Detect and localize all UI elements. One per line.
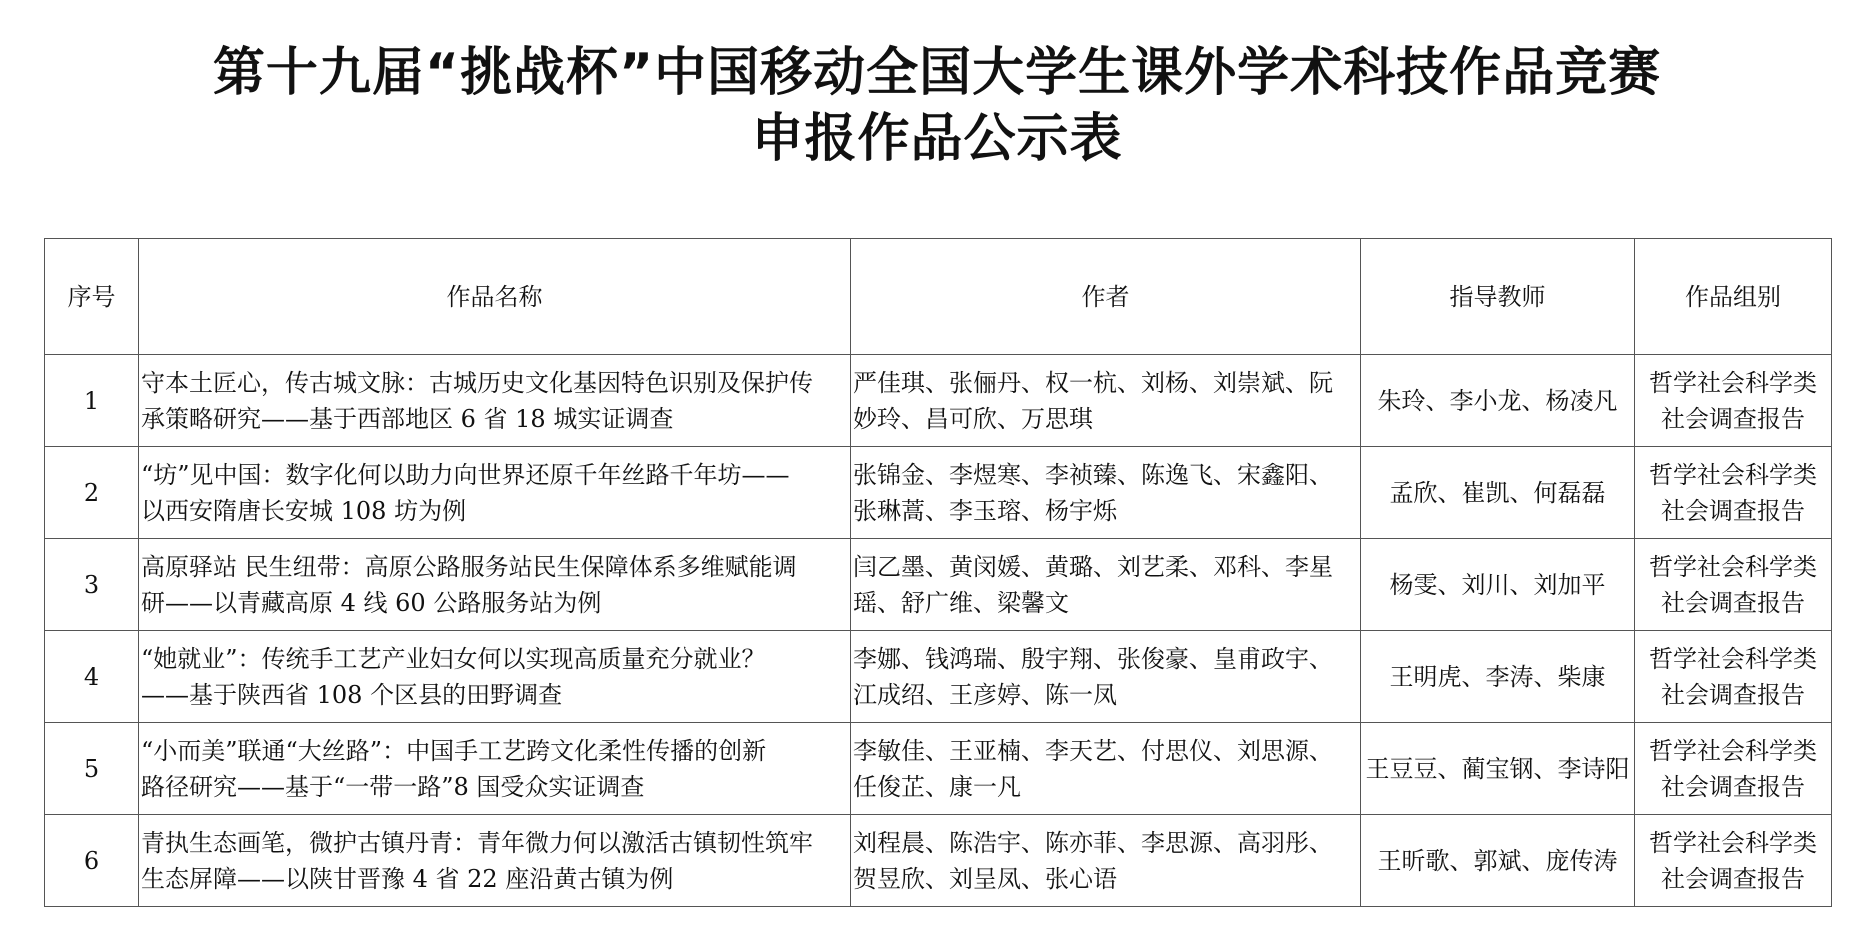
row-teachers: 王豆豆、蔺宝钢、李诗阳 <box>1361 723 1635 815</box>
row-group <box>1635 631 1832 723</box>
work-name-line: 生态屏障——以陕甘晋豫 4 省 22 座沿黄古镇为例 <box>141 864 674 893</box>
row-teachers: 孟欣、崔凯、何磊磊 <box>1361 447 1635 539</box>
group-line: 哲学社会科学类 <box>1649 552 1817 581</box>
group-line: 社会调查报告 <box>1661 680 1805 709</box>
row-group <box>1635 447 1832 539</box>
header-teachers: 指导教师 <box>1361 239 1635 355</box>
row-index: 3 <box>45 539 139 631</box>
work-name-line: 青执生态画笔，微护古镇丹青：青年微力何以激活古镇韧性筑牢 <box>141 828 813 857</box>
work-name-line: 研——以青藏高原 4 线 60 公路服务站为例 <box>141 588 602 617</box>
group-line: 社会调查报告 <box>1661 588 1805 617</box>
works-table <box>44 238 1832 907</box>
work-name-line: 高原驿站 民生纽带：高原公路服务站民生保障体系多维赋能调 <box>141 552 797 581</box>
row-work-name <box>139 539 851 631</box>
authors-line: 妙玲、昌可欣、万思琪 <box>853 404 1093 433</box>
row-index: 4 <box>45 631 139 723</box>
row-work-name <box>139 447 851 539</box>
table-row <box>45 355 1832 447</box>
work-name-line: 守本土匠心，传古城文脉：古城历史文化基因特色识别及保护传 <box>141 368 813 397</box>
authors-line: 张琳蒿、李玉瑢、杨宇烁 <box>853 496 1117 525</box>
row-group <box>1635 355 1832 447</box>
table-row <box>45 723 1832 815</box>
row-authors <box>851 355 1361 447</box>
authors-line: 李娜、钱鸿瑞、殷宇翔、张俊豪、皇甫政宇、 <box>853 644 1333 673</box>
work-name-line: 以西安隋唐长安城 108 坊为例 <box>141 496 467 525</box>
row-teachers: 杨雯、刘川、刘加平 <box>1361 539 1635 631</box>
header-index: 序号 <box>45 239 139 355</box>
group-line: 哲学社会科学类 <box>1649 460 1817 489</box>
row-work-name <box>139 815 851 907</box>
group-line: 哲学社会科学类 <box>1649 736 1817 765</box>
work-name-line: ——基于陕西省 108 个区县的田野调查 <box>141 680 563 709</box>
header-name: 作品名称 <box>139 239 851 355</box>
header-authors: 作者 <box>851 239 1361 355</box>
work-name-line: 路径研究——基于“一带一路”8 国受众实证调查 <box>141 772 645 801</box>
group-line: 社会调查报告 <box>1661 404 1805 433</box>
group-line: 社会调查报告 <box>1661 496 1805 525</box>
row-authors <box>851 447 1361 539</box>
row-index: 6 <box>45 815 139 907</box>
group-line: 哲学社会科学类 <box>1649 644 1817 673</box>
row-work-name <box>139 631 851 723</box>
table-row <box>45 815 1832 907</box>
document-title <box>0 40 1874 172</box>
row-work-name <box>139 723 851 815</box>
row-index: 1 <box>45 355 139 447</box>
row-work-name <box>139 355 851 447</box>
work-name-line: “小而美”联通“大丝路”：中国手工艺跨文化柔性传播的创新 <box>141 736 767 765</box>
table-row <box>45 447 1832 539</box>
authors-line: 任俊芷、康一凡 <box>853 772 1021 801</box>
authors-line: 严佳琪、张俪丹、权一杭、刘杨、刘崇斌、阮 <box>853 368 1333 397</box>
title-line-1: 第十九届“挑战杯”中国移动全国大学生课外学术科技作品竞赛 <box>212 43 1662 103</box>
row-authors <box>851 539 1361 631</box>
row-group <box>1635 723 1832 815</box>
group-line: 哲学社会科学类 <box>1649 828 1817 857</box>
row-index: 5 <box>45 723 139 815</box>
row-teachers: 王明虎、李涛、柴康 <box>1361 631 1635 723</box>
authors-line: 江成绍、王彦婷、陈一凤 <box>853 680 1117 709</box>
table-row <box>45 631 1832 723</box>
row-authors <box>851 815 1361 907</box>
group-line: 哲学社会科学类 <box>1649 368 1817 397</box>
row-authors <box>851 631 1361 723</box>
authors-line: 闫乙墨、黄闵媛、黄璐、刘艺柔、邓科、李星 <box>853 552 1333 581</box>
work-name-line: “她就业”：传统手工艺产业妇女何以实现高质量充分就业？ <box>141 644 766 673</box>
row-group <box>1635 539 1832 631</box>
authors-line: 贺昱欣、刘呈凤、张心语 <box>853 864 1117 893</box>
works-table-container <box>44 238 1832 907</box>
work-name-line: “坊”见中国：数字化何以助力向世界还原千年丝路千年坊—— <box>141 460 790 489</box>
group-line: 社会调查报告 <box>1661 772 1805 801</box>
table-row <box>45 539 1832 631</box>
authors-line: 张锦金、李煜寒、李祯臻、陈逸飞、宋鑫阳、 <box>853 460 1333 489</box>
row-authors <box>851 723 1361 815</box>
authors-line: 刘程晨、陈浩宇、陈亦菲、李思源、高羽彤、 <box>853 828 1333 857</box>
row-teachers: 王昕歌、郭斌、庞传涛 <box>1361 815 1635 907</box>
table-header-row <box>45 239 1832 355</box>
row-teachers: 朱玲、李小龙、杨凌凡 <box>1361 355 1635 447</box>
row-group <box>1635 815 1832 907</box>
row-index: 2 <box>45 447 139 539</box>
authors-line: 李敏佳、王亚楠、李天艺、付思仪、刘思源、 <box>853 736 1333 765</box>
authors-line: 瑶、舒广维、梁馨文 <box>853 588 1069 617</box>
title-line-2: 申报作品公示表 <box>751 109 1123 169</box>
work-name-line: 承策略研究——基于西部地区 6 省 18 城实证调查 <box>141 404 674 433</box>
header-group: 作品组别 <box>1635 239 1832 355</box>
group-line: 社会调查报告 <box>1661 864 1805 893</box>
